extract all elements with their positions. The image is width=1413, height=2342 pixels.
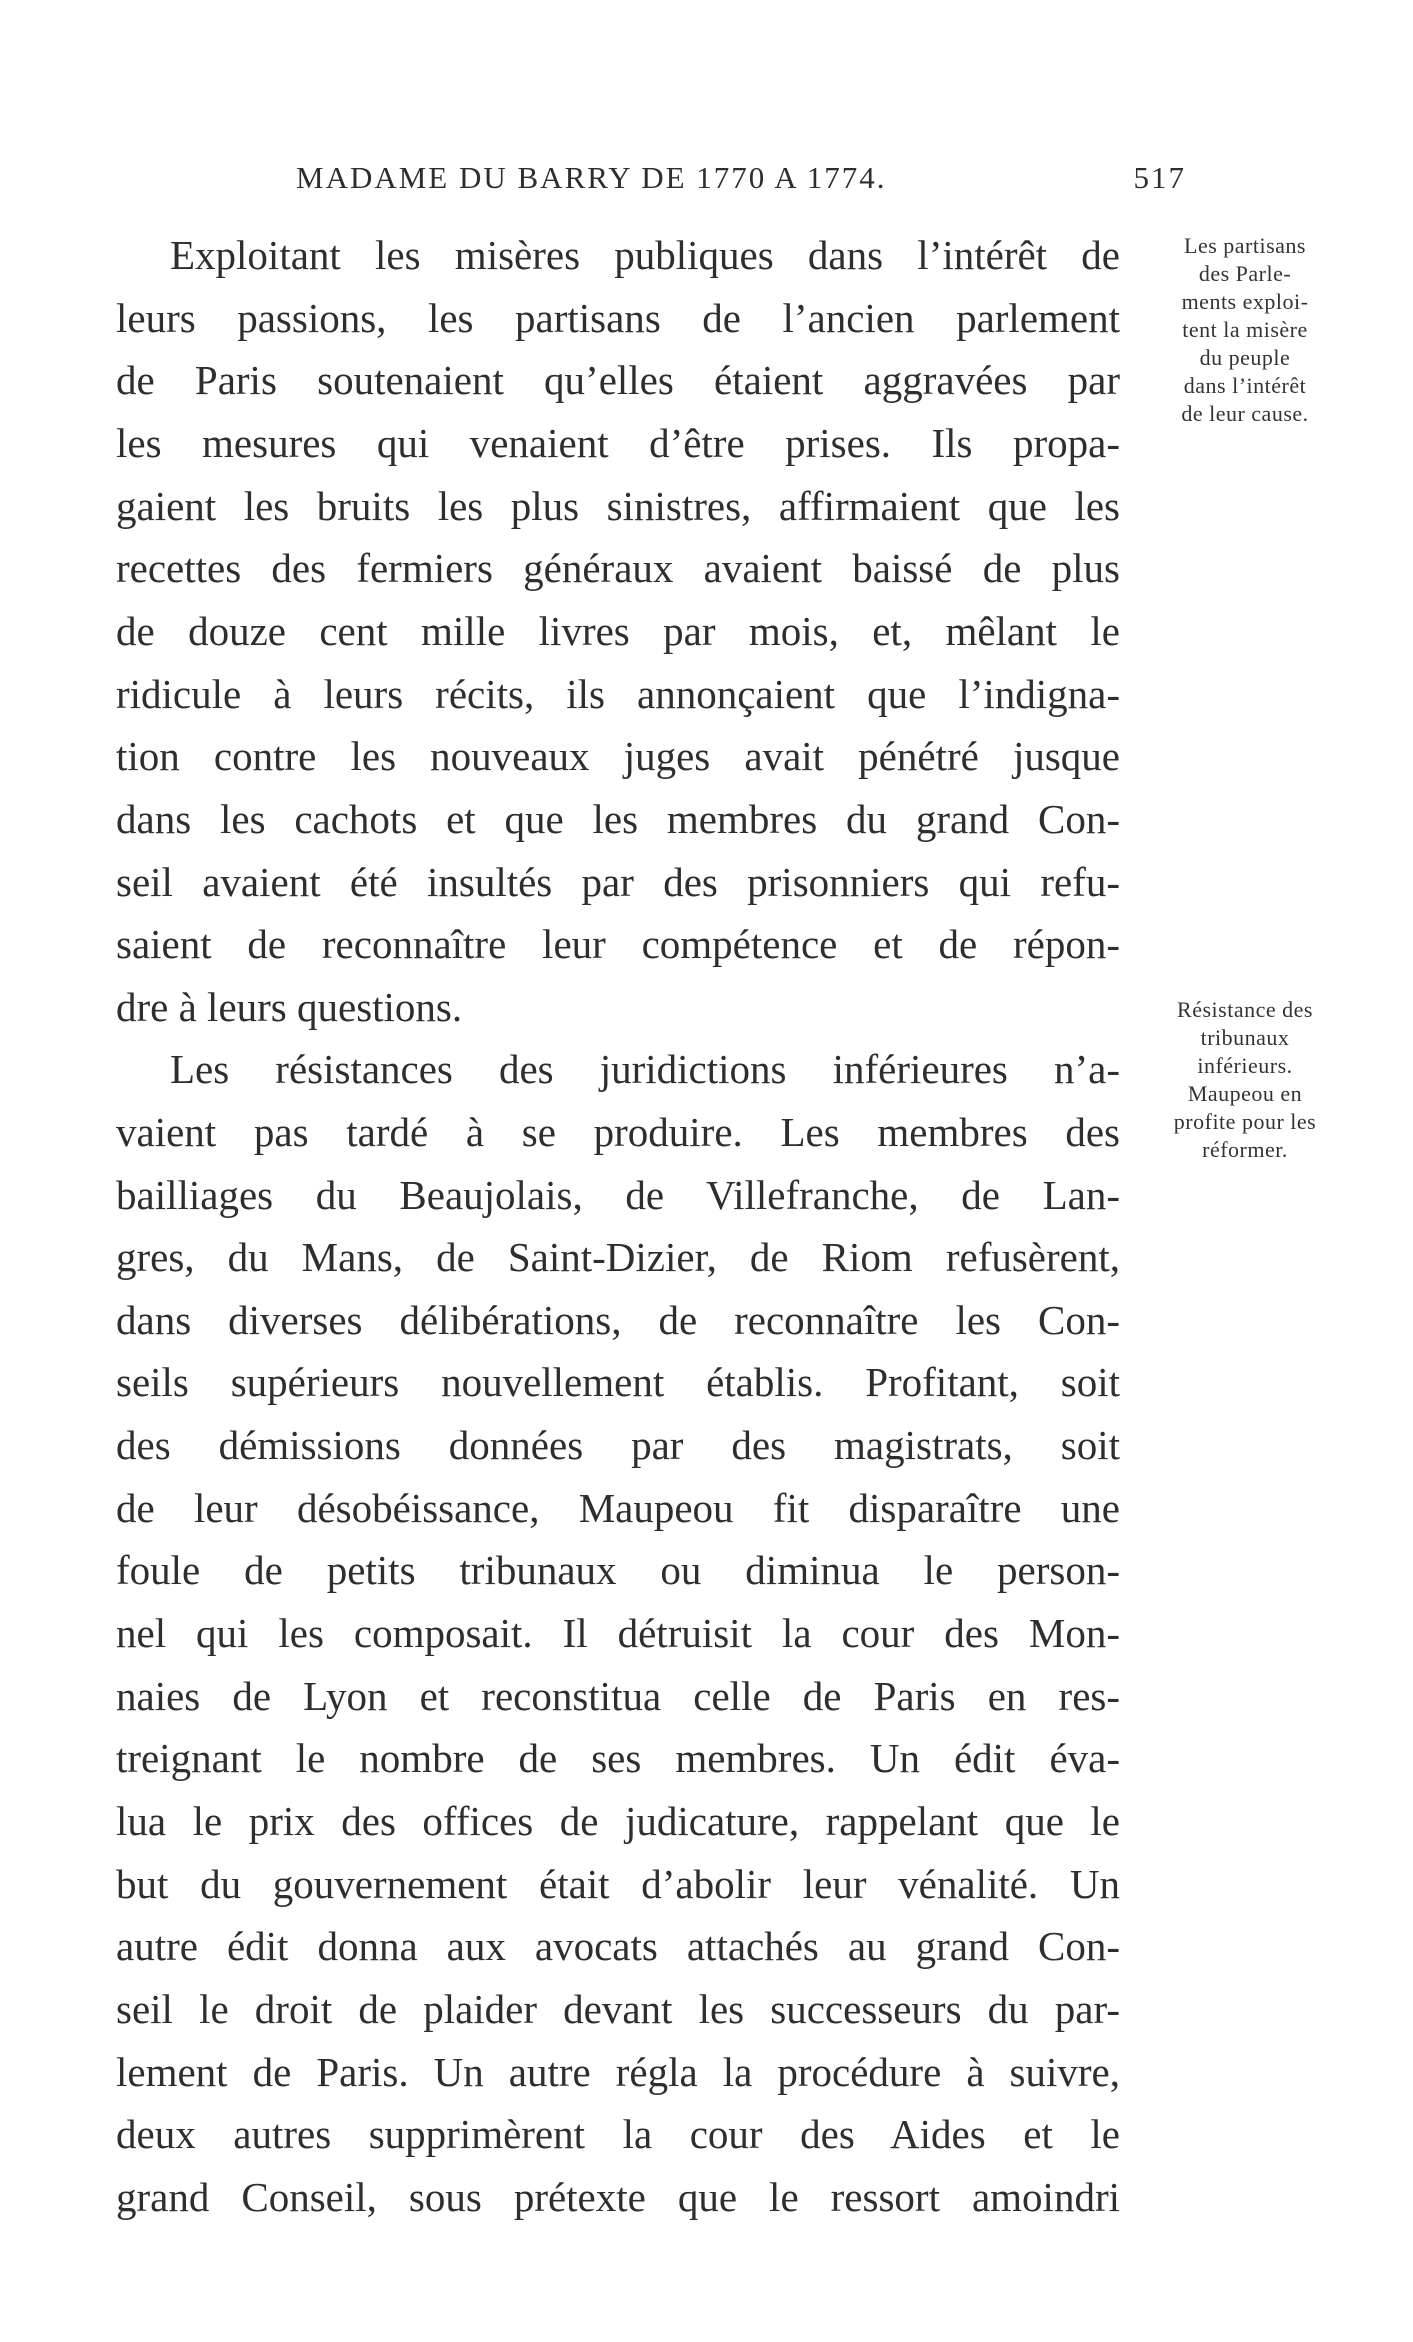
margin-note-line: de leur cause. — [1181, 401, 1309, 426]
body-line: de douze cent mille livres par mois, et, mêlant le — [116, 608, 1120, 654]
body-line: seils supérieurs nouvellement établis. Profitant, soit — [116, 1359, 1120, 1405]
page-number: 517 — [1133, 160, 1186, 195]
body-line: recettes des fermiers généraux avaient baissé de plus — [116, 545, 1120, 591]
body-line: deux autres supprimèrent la cour des Aides et le — [116, 2111, 1120, 2157]
body-line: les mesures qui venaient d’être prises. Ils propa- — [116, 420, 1120, 466]
margin-note-line: tent la misère — [1182, 317, 1308, 342]
body-line: lua le prix des offices de judicature, rappelant que le — [116, 1798, 1120, 1844]
body-line: dans diverses délibérations, de reconnaître les Con- — [116, 1297, 1120, 1343]
body-line: leurs passions, les partisans de l’ancien parlement — [116, 295, 1120, 341]
margin-note-line: des Parle- — [1198, 261, 1292, 286]
margin-note-line: Maupeou en — [1187, 1081, 1303, 1106]
margin-note-line: réformer. — [1202, 1137, 1288, 1162]
body-line: seil avaient été insultés par des prisonniers qui refu- — [116, 859, 1120, 905]
body-line: nel qui les composait. Il détruisit la cour des Mon- — [116, 1610, 1120, 1656]
body-line: dans les cachots et que les membres du grand Con- — [116, 796, 1120, 842]
body-line: lement de Paris. Un autre régla la procédure à suivre, — [116, 2049, 1120, 2095]
body-line: gaient les bruits les plus sinistres, affirmaient que les — [116, 483, 1120, 529]
margin-note-partisans — [1140, 232, 1350, 428]
body-line: bailliages du Beaujolais, de Villefranche, de Lan- — [116, 1172, 1120, 1218]
body-line: naies de Lyon et reconstitua celle de Paris en res- — [116, 1673, 1120, 1719]
body-line: de leur désobéissance, Maupeou fit disparaître une — [116, 1485, 1120, 1531]
margin-note-line: tribunaux — [1200, 1025, 1290, 1050]
body-line: gres, du Mans, de Saint-Dizier, de Riom refusèrent, — [116, 1234, 1120, 1280]
margin-note-line: du peuple — [1199, 345, 1291, 370]
body-line: saient de reconnaître leur compétence et de répon- — [116, 921, 1120, 967]
margin-note-line: profite pour les — [1173, 1109, 1317, 1134]
body-line: treignant le nombre de ses membres. Un édit éva- — [116, 1735, 1120, 1781]
body-line: Exploitant les misères publiques dans l’intérêt de — [170, 232, 1120, 278]
body-line: foule de petits tribunaux ou diminua le person- — [116, 1547, 1120, 1593]
margin-note-line: dans l’intérêt — [1183, 373, 1307, 398]
body-line: Les résistances des juridictions inférieures n’a- — [170, 1046, 1120, 1092]
body-line: tion contre les nouveaux juges avait pénétré jusque — [116, 733, 1120, 779]
margin-note-line: Les partisans — [1184, 233, 1306, 258]
body-line: dre à leurs questions. — [116, 984, 463, 1030]
margin-note-resistance — [1140, 996, 1350, 1164]
body-line: vaient pas tardé à se produire. Les membres des — [116, 1109, 1120, 1155]
body-line: des démissions données par des magistrats, soit — [116, 1422, 1120, 1468]
running-head-title: MADAME DU BARRY DE 1770 A 1774. — [296, 160, 887, 195]
body-line: autre édit donna aux avocats attachés au grand Con- — [116, 1923, 1120, 1969]
body-line: but du gouvernement était d’abolir leur vénalité. Un — [116, 1861, 1120, 1907]
margin-note-line: Résistance des — [1177, 997, 1313, 1022]
body-line: ridicule à leurs récits, ils annonçaient que l’indigna- — [116, 671, 1120, 717]
margin-note-line: inférieurs. — [1197, 1053, 1293, 1078]
body-line: seil le droit de plaider devant les successeurs du par- — [116, 1986, 1120, 2032]
margin-note-line: ments exploi- — [1181, 289, 1309, 314]
body-line: grand Conseil, sous prétexte que le ressort amoindri — [116, 2174, 1120, 2220]
running-head — [296, 160, 1186, 210]
body-line: de Paris soutenaient qu’elles étaient aggravées par — [116, 357, 1120, 403]
